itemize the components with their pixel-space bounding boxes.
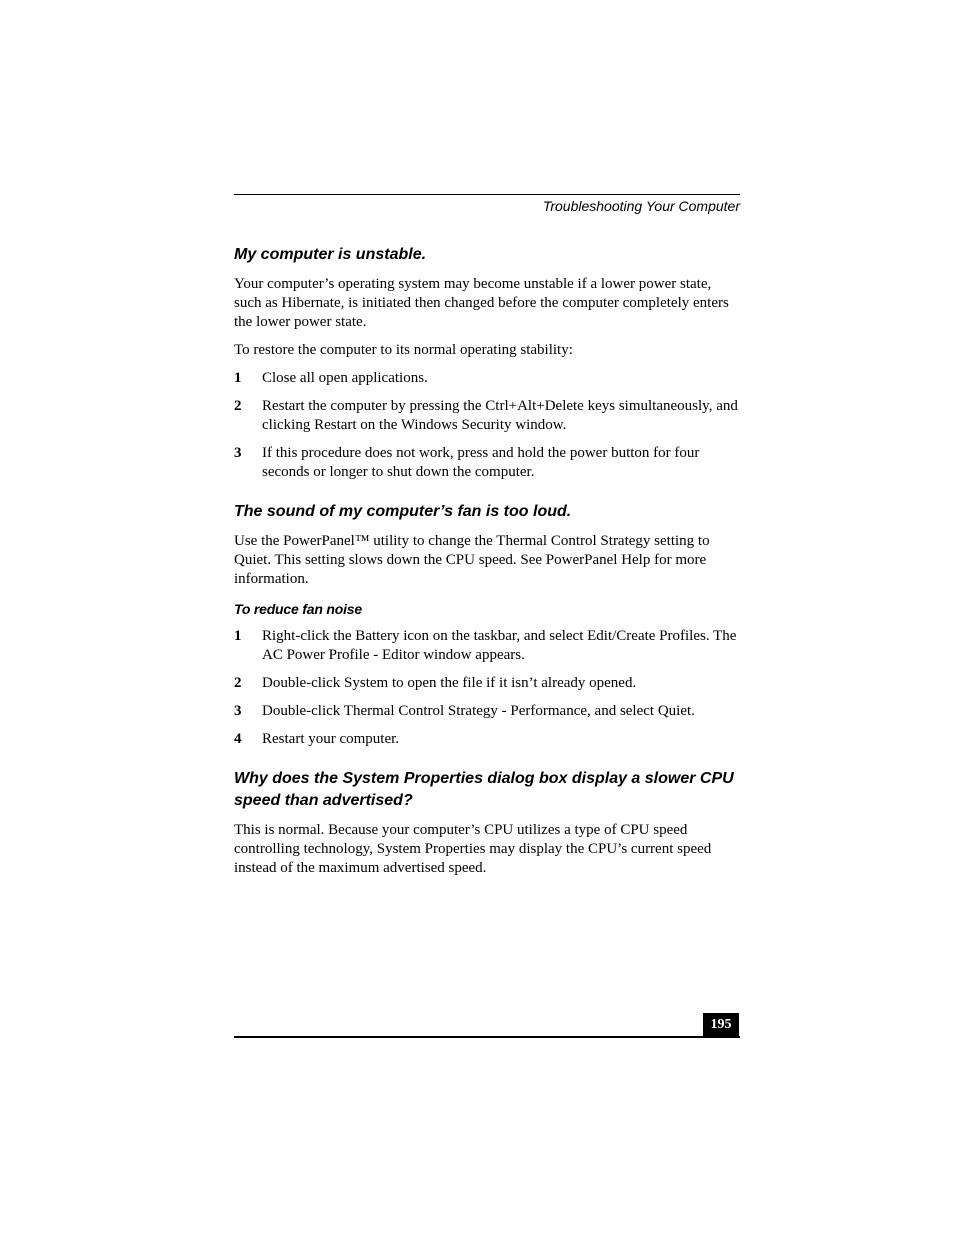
header-rule [234,194,740,195]
step-number: 2 [234,675,242,691]
list-item [234,730,740,749]
step-number: 4 [234,731,242,747]
step-text: Double-click Thermal Control Strategy - Performance, and select Quiet. [262,703,695,719]
list-item [234,397,740,435]
step-text: Restart your computer. [262,731,400,747]
section-heading-cpu-speed: Why does the System Properties dialog box display a slower CPU speed than advertised? [234,770,734,809]
step-number: 1 [234,628,242,644]
step-number: 2 [234,398,242,414]
list-item [234,702,740,721]
step-text: If this procedure does not work, press and hold the power button for four seconds or longer to shut down the computer. [262,445,700,480]
running-head: Troubleshooting Your Computer [542,198,740,214]
step-number: 3 [234,445,242,461]
list-item [234,444,740,482]
section-heading-unstable: My computer is unstable. [234,246,427,263]
step-text: Restart the computer by pressing the Ctrl+Alt+Delete keys simultaneously, and clicking Restart on the Windows Security window. [262,398,738,433]
subheading-reduce-fan-noise: To reduce fan noise [234,601,362,617]
page-number: 195 [703,1013,739,1037]
step-text: Right-click the Battery icon on the taskbar, and select Edit/Create Profiles. The AC Power Profile - Editor window appears. [262,628,737,663]
step-text: Close all open applications. [262,370,428,386]
section-heading-fan-noise: The sound of my computer’s fan is too loud. [234,503,572,520]
footer-rule [234,1036,740,1038]
page-content [234,244,740,887]
step-text: Double-click System to open the file if it isn’t already opened. [262,675,637,691]
step-number: 3 [234,703,242,719]
paragraph: Your computer’s operating system may become unstable if a lower power state, such as Hibernate, is initiated then changed before the computer completely enters the lower power state. [234,276,729,330]
list-item [234,627,740,665]
paragraph: This is normal. Because your computer’s CPU utilizes a type of CPU speed controlling technology, System Properties may display the CPU’s current speed instead of the maximum advertised speed. [234,822,712,876]
paragraph: To restore the computer to its normal operating stability: [234,342,573,358]
steps-list [234,369,740,482]
paragraph: Use the PowerPanel™ utility to change the Thermal Control Strategy setting to Quiet. This setting slows down the CPU speed. See PowerPanel Help for more information. [234,533,710,587]
steps-list [234,627,740,749]
list-item [234,369,740,388]
step-number: 1 [234,370,242,386]
list-item [234,674,740,693]
